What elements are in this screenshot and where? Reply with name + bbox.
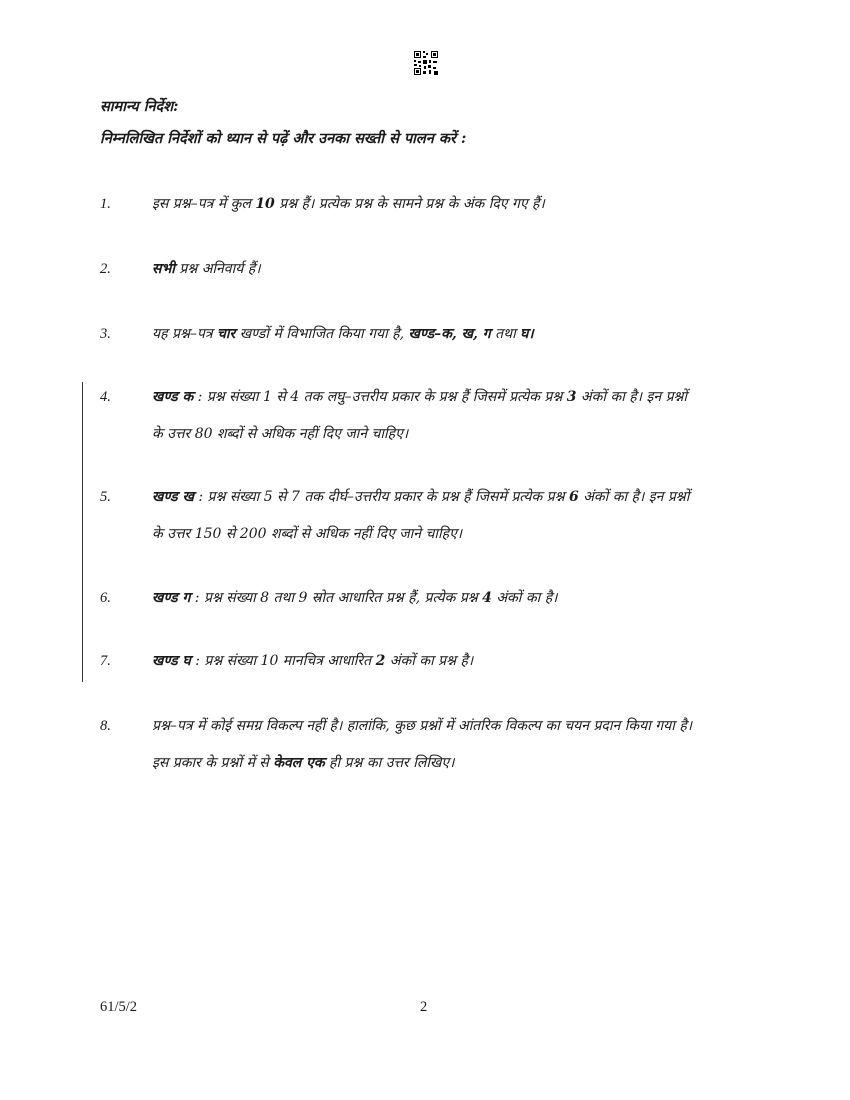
instruction-item — [100, 251, 700, 288]
item-text: खण्ड ग : प्रश्न संख्या 8 तथा 9 स्रोत आधारित प्रश्न हैं, प्रत्येक प्रश्न 4 अंकों का है। — [152, 590, 558, 606]
instruction-item — [100, 580, 700, 617]
page-subtitle: निम्नलिखित निर्देशों को ध्यान से पढ़ें और उनका सख्ती से पालन करें : — [100, 130, 467, 147]
instruction-item — [100, 379, 700, 453]
item-text: प्रश्न–पत्र में कोई समग्र विकल्प नहीं है। हालांकि, कुछ प्रश्नों में आंतरिक विकल्प का चयन प्रदान किया गया है। इस प्रकार के प्रश्नों में से केवल एक ही प्रश्न का उत्तर लिखिए। — [152, 718, 693, 771]
instruction-item — [100, 316, 700, 353]
item-text: खण्ड क : प्रश्न संख्या 1 से 4 तक लघु–उत्तरीय प्रकार के प्रश्न हैं जिसमें प्रत्येक प्रश्न 3 अंकों का है। इन प्रश्नों के उत्तर 80 शब्दों से अधिक नहीं दिए जाने चाहिए। — [152, 389, 688, 442]
page-number: 2 — [420, 999, 428, 1015]
instruction-item — [100, 708, 700, 782]
item-text: सभी प्रश्न अनिवार्य हैं। — [152, 261, 261, 277]
item-number: 7. — [100, 653, 111, 669]
item-number: 1. — [100, 196, 111, 212]
paper-code: 61/5/2 — [100, 999, 138, 1015]
instruction-item — [100, 186, 700, 223]
item-text: खण्ड ख : प्रश्न संख्या 5 से 7 तक दीर्घ–उत्तरीय प्रकार के प्रश्न हैं जिसमें प्रत्येक प्रश्न 6 अंकों का है। इन प्रश्नों के उत्तर 150 से 200 शब्दों से अधिक नहीं दिए जाने चाहिए। — [152, 489, 690, 542]
instruction-item — [100, 643, 700, 680]
item-text: खण्ड घ : प्रश्न संख्या 10 मानचित्र आधारित 2 अंकों का प्रश्न है। — [152, 653, 474, 669]
item-number: 8. — [100, 718, 111, 734]
item-number: 6. — [100, 590, 111, 606]
item-number: 2. — [100, 261, 111, 277]
item-text: इस प्रश्न–पत्र में कुल 10 प्रश्न हैं। प्रत्येक प्रश्न के सामने प्रश्न के अंक दिए गए हैं। — [152, 196, 545, 212]
page-title: सामान्य निर्देश: — [100, 98, 179, 115]
item-text: यह प्रश्न–पत्र चार खण्डों में विभाजित किया गया है, खण्ड–क, ख, ग तथा घ। — [152, 326, 534, 342]
item-number: 3. — [100, 326, 111, 342]
instruction-item — [100, 479, 700, 553]
margin-rule — [82, 382, 83, 682]
item-number: 4. — [100, 389, 111, 405]
qr-code-icon — [413, 50, 439, 76]
item-number: 5. — [100, 489, 111, 505]
